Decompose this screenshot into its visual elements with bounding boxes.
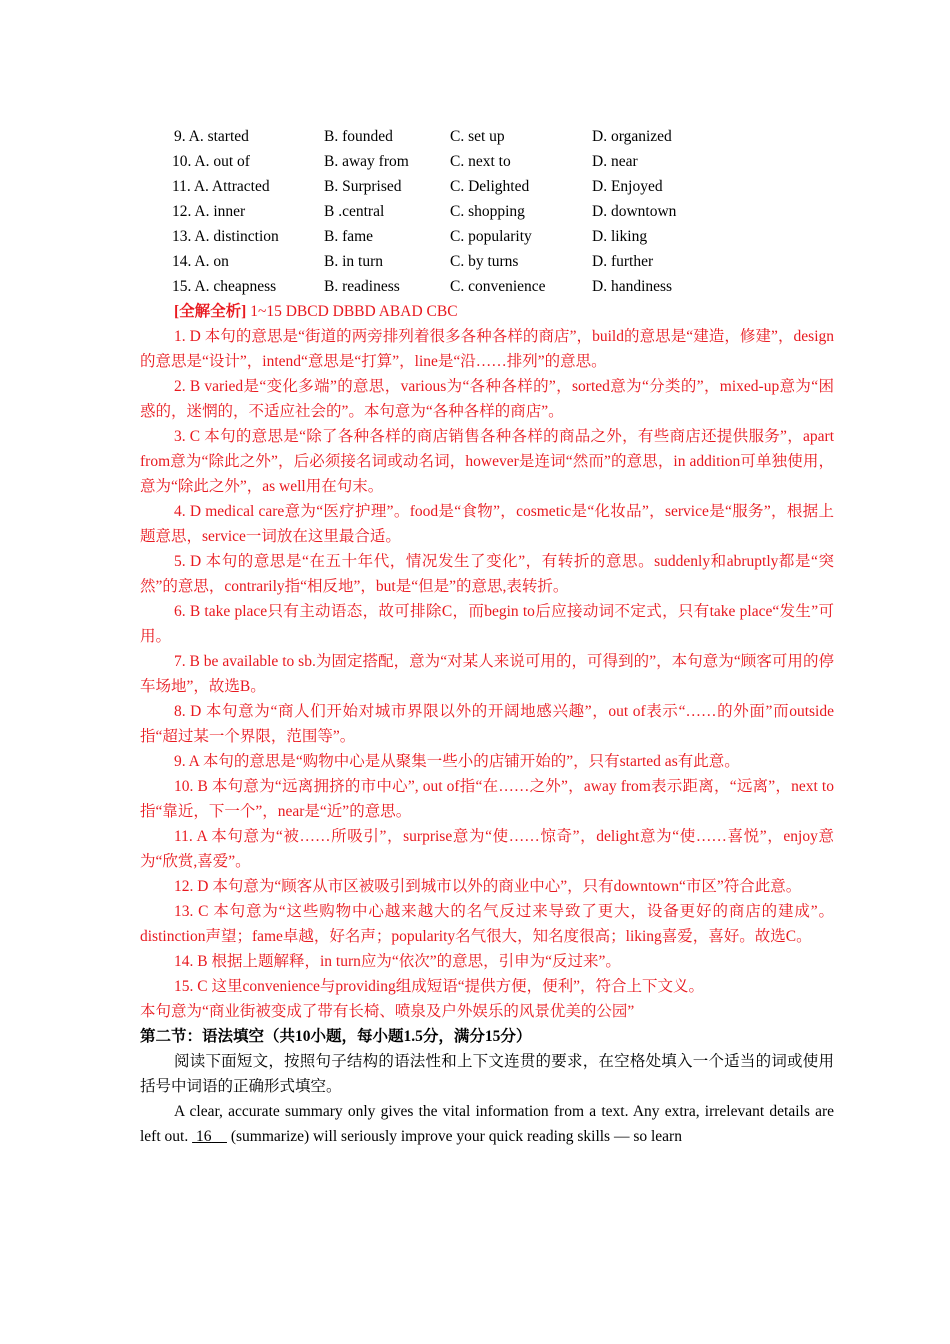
option-d: D. downtown — [592, 203, 677, 220]
explanation-item: 11. A 本句意为“被……所吸引”，surprise意为“使……惊奇”，delight意为“使……喜悦”，enjoy意为“欣赏,喜爱”。 — [140, 828, 834, 870]
option-c: C. by turns — [450, 253, 519, 270]
option-row — [140, 274, 834, 299]
passage-text-after: (summarize) will seriously improve your quick reading skills — so learn — [226, 1128, 682, 1145]
option-c: C. Delighted — [450, 178, 530, 195]
closing-note: 本句意为“商业街被变成了带有长椅、喷泉及户外娱乐的风景优美的公园” — [140, 1003, 635, 1020]
answer-key-values: 1~15 DBCD DBBD ABAD CBC — [246, 303, 458, 320]
option-d: D. handiness — [592, 278, 673, 295]
answer-key-label: [全解全析] — [174, 303, 247, 320]
option-b: B. in turn — [324, 253, 383, 270]
passage — [140, 1099, 834, 1149]
option-row — [140, 224, 834, 249]
option-b: B. founded — [324, 128, 393, 145]
explanation-item: 2. B varied是“变化多端”的意思，various为“各种各样的”，sorted意为“分类的”，mixed-up意为“困惑的，迷惘的，不适应社会的”。本句意为“各种各样的商店”。 — [140, 378, 834, 420]
option-a: 12. A. inner — [172, 203, 246, 220]
option-c: C. convenience — [450, 278, 546, 295]
answer-key-header — [140, 299, 834, 324]
option-row — [140, 249, 834, 274]
explanation-item: 10. B 本句意为“远离拥挤的市中心”, out of指“在……之外”，away from表示距离，“远离”，next to指“靠近，下一个”，near是“近”的意思。 — [140, 778, 834, 820]
explanation-item: 1. D 本句的意思是“街道的两旁排列着很多各种各样的商店”，build的意思是“建造，修建”，design的意思是“设计”，intend“意思是“打算”，line是“沿……排列”的意思。 — [140, 328, 834, 370]
explanation-item: 3. C 本句的意思是“除了各种各样的商店销售各种各样的商品之外，有些商店还提供服务”，apart from意为“除此之外”，后必须接名词或动名词，however是连词“然而”的意思，in addition可单独使用，意为“除此之外”，as well用在句末。 — [140, 428, 834, 495]
explanation-item: 13. C 本句意为“这些购物中心越来越大的名气反过来导致了更大，设备更好的商店的建成”。distinction声望；fame卓越，好名声；popularity名气很大，知名度很高；liking喜爱，喜好。故选C。 — [140, 903, 834, 945]
explanation-item: 6. B take place只有主动语态，故可排除C，而begin to后应接动词不定式，只有take place“发生”可用。 — [140, 603, 834, 645]
instructions: 阅读下面短文，按照句子结构的语法性和上下文连贯的要求，在空格处填入一个适当的词或使用括号中词语的正确形式填空。 — [140, 1053, 834, 1095]
option-a: 14. A. on — [172, 253, 229, 270]
option-b: B .central — [324, 203, 385, 220]
option-b: B. Surprised — [324, 178, 402, 195]
explanations — [140, 324, 834, 999]
option-d: D. further — [592, 253, 654, 270]
option-a: 10. A. out of — [172, 153, 250, 170]
options-table — [140, 124, 834, 299]
option-a: 15. A. cheapness — [172, 278, 277, 295]
option-b: B. readiness — [324, 278, 400, 295]
option-row — [140, 199, 834, 224]
option-b: B. fame — [324, 228, 374, 245]
option-d: D. liking — [592, 228, 648, 245]
explanation-item: 14. B 根据上题解释，in turn应为“依次”的意思，引申为“反过来”。 — [174, 953, 621, 970]
option-c: C. shopping — [450, 203, 525, 220]
explanation-item: 7. B be available to sb.为固定搭配，意为“对某人来说可用的，可得到的”，本句意为“顾客可用的停车场地”，故选B。 — [140, 653, 834, 695]
option-c: C. next to — [450, 153, 511, 170]
blank-16 — [192, 1128, 227, 1145]
document-page — [140, 124, 834, 1149]
option-row — [140, 174, 834, 199]
explanation-item: 9. A 本句的意思是“购物中心是从聚集一些小的店铺开始的”，只有started as有此意。 — [174, 753, 740, 770]
option-d: D. near — [592, 153, 638, 170]
option-c: C. popularity — [450, 228, 532, 245]
option-b: B. away from — [324, 153, 409, 170]
blank-number: 16 — [195, 1128, 212, 1145]
section-title: 第二节：语法填空（共10小题，每小题1.5分，满分15分） — [140, 1028, 532, 1045]
explanation-item: 5. D 本句的意思是“在五十年代，情况发生了变化”，有转折的意思。suddenly和abruptly都是“突然”的意思，contrarily指“相反地”，but是“但是”的意思,表转折。 — [140, 553, 834, 595]
passage-text-before: A clear, accurate summary only gives the vital information from a text. Any extra, irrelevant details are left out. — [140, 1103, 834, 1145]
option-d: D. organized — [592, 128, 672, 145]
option-c: C. set up — [450, 128, 505, 145]
option-a: 11. A. Attracted — [172, 178, 270, 195]
explanation-item: 4. D medical care意为“医疗护理”。food是“食物”，cosmetic是“化妆品”，service是“服务”，根据上题意思，service一词放在这里最合适。 — [140, 503, 834, 545]
option-row — [140, 149, 834, 174]
option-row — [140, 124, 834, 149]
option-a: 9. A. started — [174, 128, 249, 145]
explanation-item: 12. D 本句意为“顾客从市区被吸引到城市以外的商业中心”，只有downtown“市区”符合此意。 — [174, 878, 802, 895]
option-a: 13. A. distinction — [172, 228, 279, 245]
explanation-item: 15. C 这里convenience与providing组成短语“提供方便，便利”，符合上下文义。 — [174, 978, 704, 995]
option-d: D. Enjoyed — [592, 178, 663, 195]
explanation-item: 8. D 本句意为“商人们开始对城市界限以外的开阔地感兴趣”，out of表示“……的外面”而outside指“超过某一个界限，范围等”。 — [140, 703, 834, 745]
